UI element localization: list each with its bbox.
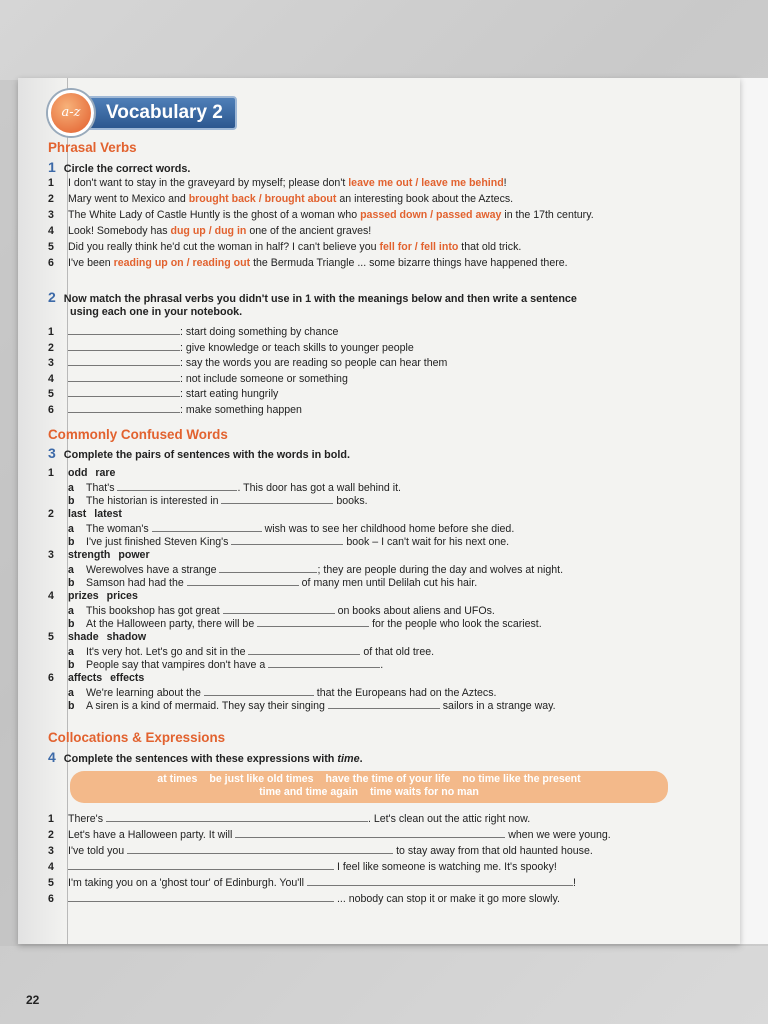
meaning-text: : make something happen: [180, 404, 302, 416]
sentence-letter: b: [68, 659, 75, 671]
sentence-text: Let's have a Halloween party. It will: [68, 829, 236, 841]
choice-options[interactable]: brought back / brought about: [188, 193, 337, 205]
sentence-text: There's: [68, 813, 106, 825]
expressions-row: [70, 786, 668, 799]
bold-word: power: [118, 549, 150, 561]
list-item: [48, 875, 576, 892]
list-item: [48, 256, 568, 272]
answer-blank[interactable]: [221, 493, 333, 504]
expressions-row: [70, 773, 668, 786]
sentence-letter: a: [68, 482, 74, 494]
pair-sentence: [68, 698, 556, 715]
meaning-text: : not include someone or something: [180, 372, 348, 385]
sentence-text: I've just finished Steven King's: [86, 536, 232, 548]
list-item: [48, 208, 594, 224]
list-item: [48, 192, 513, 208]
list-item: [48, 355, 447, 372]
choice-options[interactable]: fell for / fell into: [379, 241, 459, 253]
exercise-4-instruction: 4 Complete the sentences with these expressions with time.: [48, 749, 363, 765]
item-number: 6: [48, 404, 54, 416]
choice-options[interactable]: passed down / passed away: [360, 209, 502, 221]
answer-blank[interactable]: [328, 698, 440, 709]
sentence-letter: b: [68, 495, 75, 507]
list-item: [48, 811, 530, 828]
bold-word: prizes: [68, 590, 99, 602]
list-item: [48, 340, 414, 357]
expression-option: time and time again: [259, 786, 358, 798]
item-number: 1: [48, 177, 54, 189]
exercise-number: 4: [48, 749, 56, 765]
sentence-letter: b: [68, 577, 75, 589]
sentence-text: that old trick.: [458, 241, 522, 253]
item-number: 1: [48, 467, 54, 479]
answer-blank[interactable]: [68, 859, 334, 870]
meaning-text: : start doing something by chance: [180, 326, 339, 338]
sentence-text: .: [380, 659, 384, 671]
exercise-3-instruction: 3 Complete the pairs of sentences with the words in bold.: [48, 445, 350, 461]
sentence-text: Samson had had the: [86, 577, 187, 589]
sentence-text: The White Lady of Castle Huntly is the ghost of a woman who: [68, 209, 361, 221]
bold-word: effects: [110, 672, 145, 684]
item-number: 5: [48, 631, 54, 643]
answer-blank[interactable]: [68, 386, 180, 397]
item-number: 5: [48, 241, 54, 253]
meaning-text: : give knowledge or teach skills to younger people: [180, 341, 414, 354]
expression-option: be just like old times: [209, 773, 314, 785]
sentence-letter: a: [68, 646, 74, 658]
item-number: 6: [48, 257, 54, 269]
exercise-number: 2: [48, 289, 56, 305]
sentence-text: !: [572, 877, 576, 889]
answer-blank[interactable]: [248, 644, 360, 655]
sentence-text: Werewolves have a strange: [86, 564, 220, 576]
item-number: 4: [48, 225, 54, 237]
list-item: [48, 371, 348, 388]
bold-word: shade: [68, 631, 99, 643]
sentence-letter: a: [68, 564, 74, 576]
item-number: 4: [48, 861, 54, 873]
expressions-box: [70, 771, 668, 803]
list-item: [48, 386, 278, 403]
list-item: [48, 827, 611, 844]
list-item: [48, 224, 371, 240]
sentence-letter: a: [68, 523, 74, 535]
item-number: 1: [48, 813, 54, 825]
page-number: 22: [26, 993, 40, 1007]
exercise-1-instruction: 1 Circle the correct words.: [48, 159, 191, 175]
answer-blank[interactable]: [68, 324, 180, 335]
sentence-text: That's: [86, 482, 118, 494]
list-item: [48, 891, 560, 908]
answer-blank[interactable]: [223, 603, 335, 614]
sentence-text: that the Europeans had on the Aztecs.: [313, 687, 497, 699]
answer-blank[interactable]: [127, 843, 393, 854]
list-item: [48, 324, 338, 341]
item-number: 2: [48, 829, 54, 841]
sentence-text: !: [503, 177, 507, 189]
sentence-text: People say that vampires don't have a: [86, 659, 269, 671]
list-item: [48, 176, 507, 192]
sentence-text: At the Halloween party, there will be: [86, 618, 258, 630]
item-number: 2: [48, 341, 54, 354]
answer-blank[interactable]: [187, 575, 299, 586]
item-number: 4: [48, 372, 54, 385]
exercise-2-instruction: 2 Now match the phrasal verbs you didn't use in 1 with the meanings below and then write a sentence: [48, 289, 577, 305]
sentence-text: wish was to see her childhood home before she died.: [261, 523, 515, 535]
item-number: 6: [48, 893, 54, 905]
sentence-text: We're learning about the: [86, 687, 204, 699]
sentence-text: in the 17th century.: [501, 209, 594, 221]
sentence-text: for the people who look the scariest.: [369, 618, 542, 630]
sentence-text: when we were young.: [505, 829, 611, 841]
sentence-text: one of the ancient graves!: [246, 225, 372, 237]
exercise-number: 1: [48, 159, 56, 175]
item-number: 6: [48, 672, 54, 684]
bold-word: last: [68, 508, 87, 520]
sentence-text: I don't want to stay in the graveyard by myself; please don't: [68, 177, 349, 189]
sentence-text: of that old tree.: [360, 646, 435, 658]
answer-blank[interactable]: [68, 891, 334, 902]
sentence-text: on books about aliens and UFOs.: [334, 605, 495, 617]
answer-blank[interactable]: [235, 827, 505, 838]
item-number: 3: [48, 357, 54, 370]
page-content: [26, 78, 738, 1007]
bold-word: prices: [106, 590, 138, 602]
expression-option: time waits for no man: [370, 786, 479, 798]
meaning-text: : say the words you are reading so people can hear them: [180, 357, 448, 370]
item-number: 5: [48, 877, 54, 889]
sentence-text: It's very hot. Let's go and sit in the: [86, 646, 249, 658]
item-number: 3: [48, 845, 54, 857]
sentence-letter: b: [68, 700, 75, 712]
choice-options[interactable]: dug up / dug in: [170, 225, 247, 237]
sentence-text: . This door has got a wall behind it.: [237, 482, 401, 494]
sentence-text: I've been: [68, 257, 114, 269]
answer-blank[interactable]: [307, 875, 573, 886]
item-number: 3: [48, 549, 54, 561]
exercise-2-instruction-cont: using each one in your notebook.: [70, 306, 243, 318]
bold-word: shadow: [106, 631, 147, 643]
sentence-letter: a: [68, 605, 74, 617]
sentence-text: This bookshop has got great: [86, 605, 223, 617]
answer-blank[interactable]: [68, 340, 180, 351]
item-number: 2: [48, 193, 54, 205]
expression-option: at times: [157, 773, 198, 785]
meaning-text: : start eating hungrily: [180, 388, 279, 401]
bold-word: strength: [68, 549, 111, 561]
sentence-text: book – I can't wait for his next one.: [343, 536, 510, 548]
sentence-text: The woman's: [86, 523, 152, 535]
answer-blank[interactable]: [68, 371, 180, 382]
sentence-text: I'm taking you on a 'ghost tour' of Edinburgh. You'll: [68, 877, 307, 889]
item-number: 2: [48, 508, 54, 520]
sentence-text: the Bermuda Triangle ... some bizarre things have happened there.: [250, 257, 568, 269]
answer-blank[interactable]: [268, 657, 380, 668]
answer-blank[interactable]: [106, 811, 368, 822]
bold-word: affects: [68, 672, 103, 684]
item-number: 4: [48, 590, 54, 602]
answer-blank[interactable]: [257, 616, 369, 627]
expression-option: have the time of your life: [325, 773, 451, 785]
sentence-text: I've told you: [68, 845, 128, 857]
list-item: [48, 843, 593, 860]
sentence-text: to stay away from that old haunted house.: [393, 845, 593, 857]
answer-blank[interactable]: [152, 521, 262, 532]
a-z-icon: a-z: [48, 90, 94, 136]
list-item: [48, 859, 557, 876]
answer-blank[interactable]: [204, 685, 314, 696]
bold-word: latest: [94, 508, 122, 520]
answer-blank[interactable]: [68, 402, 180, 413]
answer-blank[interactable]: [68, 355, 180, 366]
sentence-text: of many men until Delilah cut his hair.: [298, 577, 478, 589]
sentence-text: ; they are people during the day and wolves at night.: [317, 564, 564, 576]
answer-blank[interactable]: [117, 480, 237, 491]
facing-page-edge: [740, 78, 768, 944]
list-item: [48, 240, 521, 256]
sentence-text: Mary went to Mexico and: [68, 193, 189, 205]
sentence-text: I feel like someone is watching me. It's spooky!: [334, 861, 557, 873]
unit-header: [48, 94, 237, 132]
sentence-text: Did you really think he'd cut the woman in half? I can't believe you: [68, 241, 380, 253]
sentence-text: The historian is interested in: [86, 495, 222, 507]
sentence-letter: b: [68, 536, 75, 548]
bold-word: rare: [95, 467, 116, 479]
sentence-text: ... nobody can stop it or make it go more slowly.: [334, 893, 560, 905]
sentence-text: Look! Somebody has: [68, 225, 171, 237]
item-number: 1: [48, 326, 54, 338]
sentence-letter: a: [68, 687, 74, 699]
answer-blank[interactable]: [219, 562, 317, 573]
sentence-text: . Let's clean out the attic right now.: [367, 813, 531, 825]
bold-word: odd: [68, 467, 88, 479]
item-number: 5: [48, 388, 54, 401]
exercise-number: 3: [48, 445, 56, 461]
section-heading: Phrasal Verbs: [48, 140, 137, 155]
section-heading: Commonly Confused Words: [48, 427, 228, 442]
answer-blank[interactable]: [231, 534, 343, 545]
choice-options[interactable]: reading up on / reading out: [113, 257, 251, 269]
sentence-text: books.: [333, 495, 368, 507]
item-number: 3: [48, 209, 54, 221]
choice-options[interactable]: leave me out / leave me behind: [348, 177, 504, 189]
sentence-letter: b: [68, 618, 75, 630]
list-item: [48, 402, 302, 419]
sentence-text: sailors in a strange way.: [439, 700, 556, 712]
sentence-text: A siren is a kind of mermaid. They say their singing: [86, 700, 328, 712]
page-title: Vocabulary 2: [86, 96, 237, 130]
expression-option: no time like the present: [462, 773, 581, 785]
section-heading: Collocations & Expressions: [48, 730, 226, 745]
sentence-text: an interesting book about the Aztecs.: [336, 193, 514, 205]
